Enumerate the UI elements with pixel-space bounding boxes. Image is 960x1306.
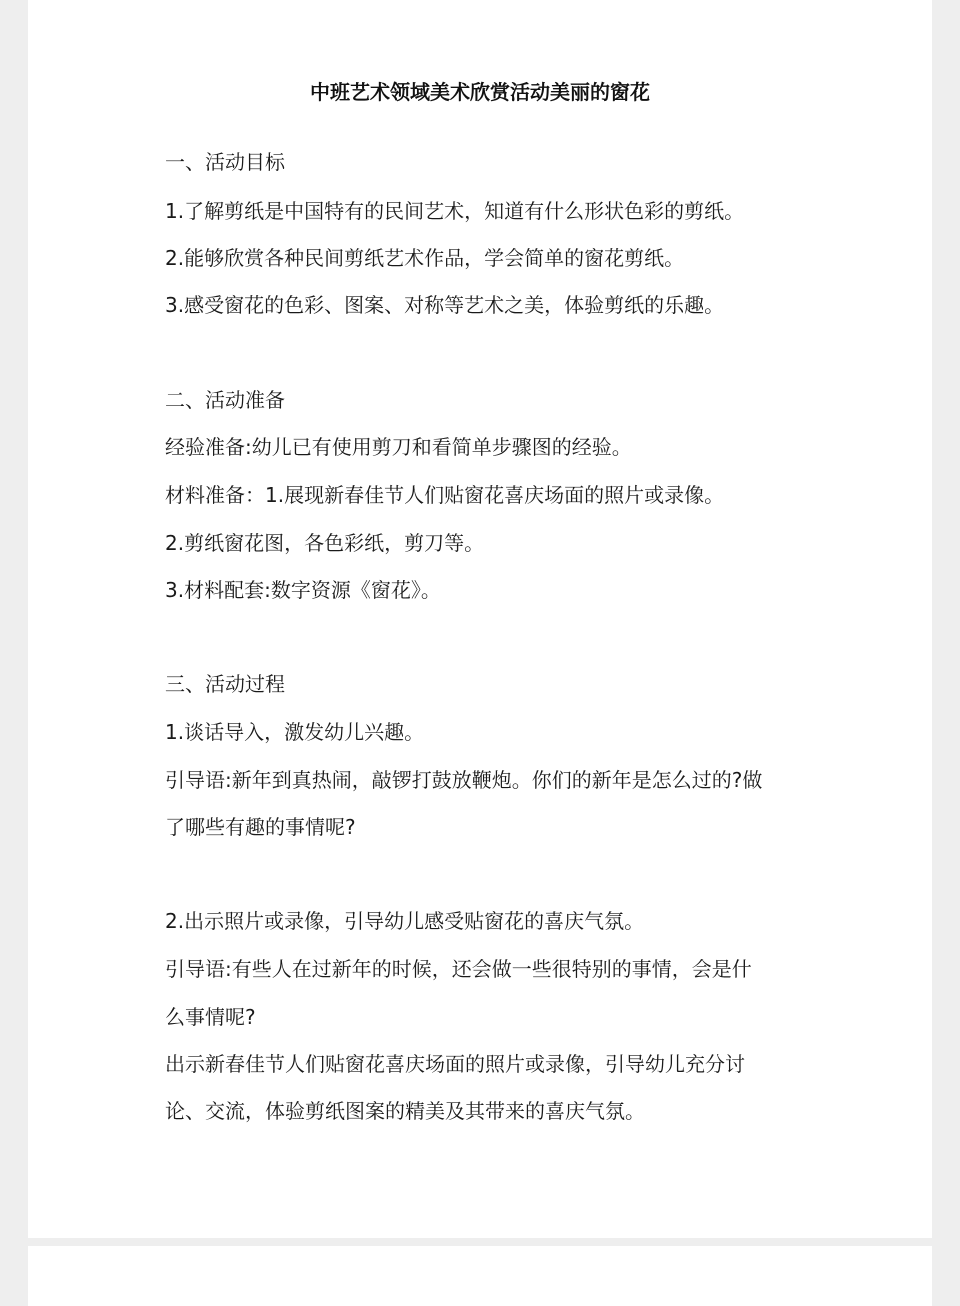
- paragraph-line: 经验准备:幼儿已有使用剪刀和看简单步骤图的经验。: [165, 435, 632, 459]
- paragraph-line: 2.能够欣赏各种民间剪纸艺术作品，学会简单的窗花剪纸。: [165, 246, 685, 270]
- document-title: 中班艺术领域美术欣赏活动美丽的窗花: [310, 80, 650, 104]
- document-page: [28, 0, 932, 1238]
- paragraph-line: 引导语:新年到真热闹，敲锣打鼓放鞭炮。你们的新年是怎么过的?做: [165, 768, 763, 792]
- paragraph-line: 2.剪纸窗花图，各色彩纸，剪刀等。: [165, 531, 485, 555]
- section-heading-process: 三、活动过程: [165, 672, 285, 696]
- paragraph-line: 引导语:有些人在过新年的时候，还会做一些很特别的事情，会是什: [165, 957, 752, 981]
- section-heading-preparation: 二、活动准备: [165, 388, 285, 412]
- paragraph-line: 1.了解剪纸是中国特有的民间艺术，知道有什么形状色彩的剪纸。: [165, 199, 745, 223]
- paragraph-line: 么事情呢?: [165, 1005, 256, 1029]
- paragraph-line: 3.感受窗花的色彩、图案、对称等艺术之美，体验剪纸的乐趣。: [165, 293, 725, 317]
- paragraph-line: 1.谈话导入，激发幼儿兴趣。: [165, 720, 425, 744]
- paragraph-line: 出示新春佳节人们贴窗花喜庆场面的照片或录像，引导幼儿充分讨: [165, 1052, 745, 1076]
- paragraph-line: 2.出示照片或录像，引导幼儿感受贴窗花的喜庆气氛。: [165, 909, 645, 933]
- paragraph-line: 3.材料配套:数字资源《窗花》。: [165, 578, 441, 602]
- section-heading-goals: 一、活动目标: [165, 150, 285, 174]
- paragraph-line: 材料准备：1.展现新春佳节人们贴窗花喜庆场面的照片或录像。: [165, 483, 725, 507]
- next-page: [28, 1246, 932, 1306]
- paragraph-line: 论、交流，体验剪纸图案的精美及其带来的喜庆气氛。: [165, 1099, 645, 1123]
- paragraph-line: 了哪些有趣的事情呢?: [165, 815, 356, 839]
